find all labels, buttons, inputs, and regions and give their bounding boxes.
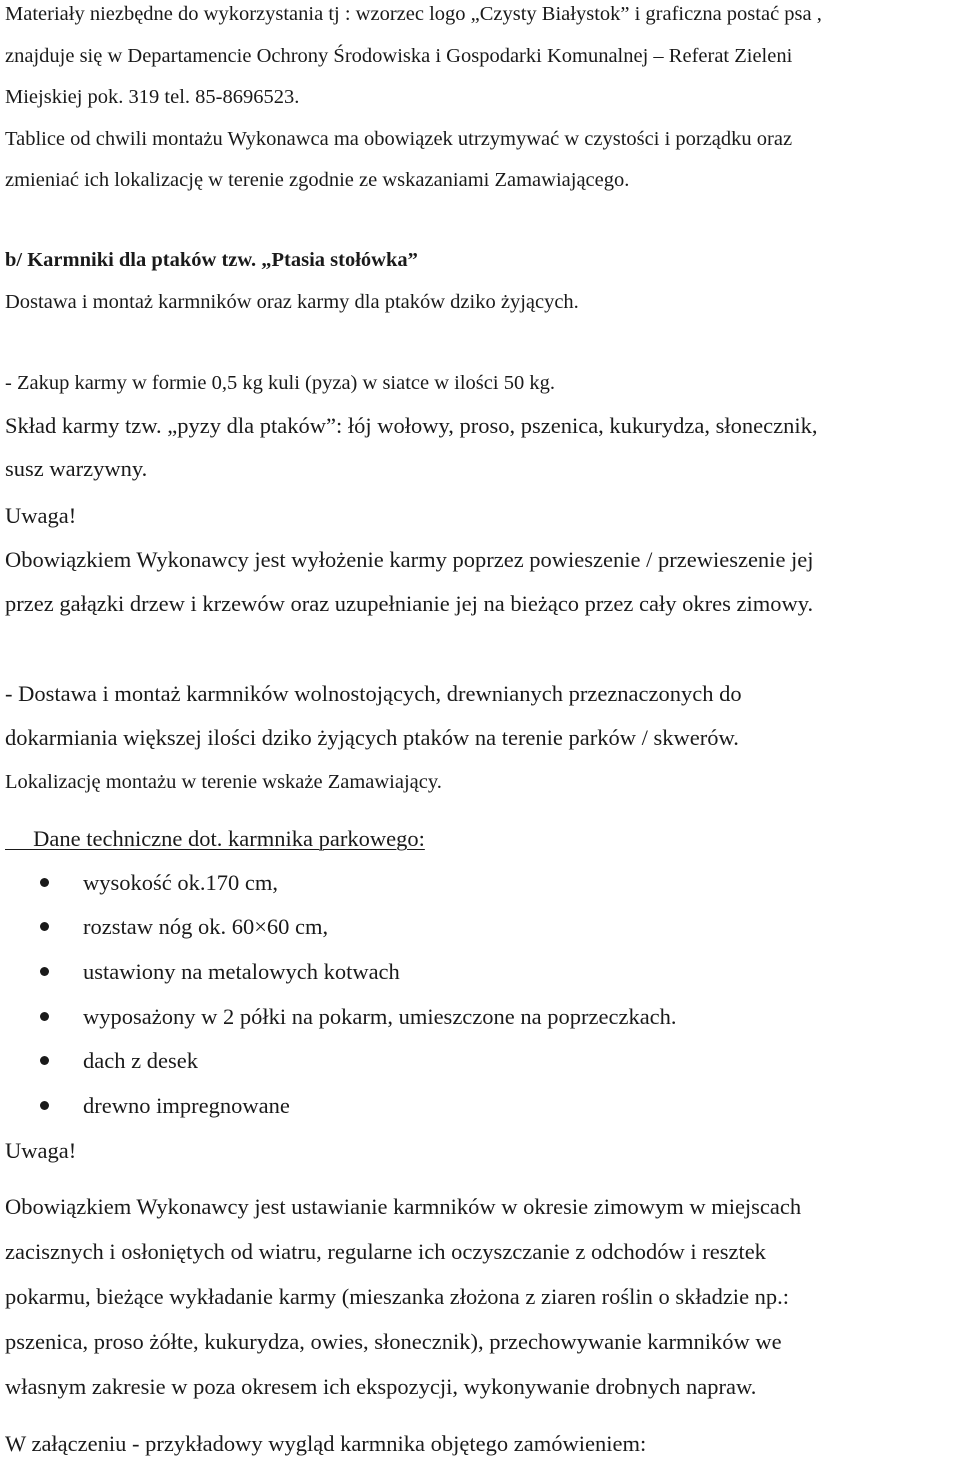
bullet-icon — [40, 922, 49, 931]
paragraph-line: Dostawa i montaż karmników oraz karmy dla ptaków dziko żyjących. — [5, 291, 579, 313]
paragraph-line: pokarmu, bieżące wykładanie karmy (mieszanka złożona z ziaren roślin o składzie np.: — [5, 1284, 790, 1309]
paragraph-line: Obowiązkiem Wykonawcy jest wyłożenie karmy poprzez powieszenie / przewieszenie jej — [5, 547, 814, 572]
paragraph-line: Materiały niezbędne do wykorzystania tj : wzorzec logo „Czysty Białystok” i graficzna postać psa , — [5, 3, 822, 25]
paragraph-line: Skład karmy tzw. „pyzy dla ptaków”: łój wołowy, proso, pszenica, kukurydza, słonecznik, — [5, 413, 818, 438]
paragraph-line: zacisznych i osłoniętych od wiatru, regularne ich oczyszczanie z odchodów i resztek — [5, 1239, 766, 1264]
note-label: Uwaga! — [5, 503, 77, 528]
paragraph-line: - Dostawa i montaż karmników wolnostojących, drewnianych przeznaczonych do — [5, 681, 742, 706]
paragraph-line: - Zakup karmy w formie 0,5 kg kuli (pyza) w siatce w ilości 50 kg. — [5, 372, 555, 394]
paragraph-line: dokarmiania większej ilości dziko żyjących ptaków na terenie parków / skwerów. — [5, 725, 739, 750]
bullet-icon — [40, 967, 49, 976]
paragraph-line: Lokalizację montażu w terenie wskaże Zamawiający. — [5, 771, 442, 793]
bullet-icon — [40, 878, 49, 887]
paragraph-line: pszenica, proso żółte, kukurydza, owies, słonecznik), przechowywanie karmników we — [5, 1329, 782, 1354]
bullet-icon — [40, 1012, 49, 1021]
paragraph-line: własnym zakresie w poza okresem ich ekspozycji, wykonywanie drobnych napraw. — [5, 1374, 757, 1399]
paragraph-line: Obowiązkiem Wykonawcy jest ustawianie karmników w okresie zimowym w miejscach — [5, 1194, 802, 1219]
attachment-note: W załączeniu - przykładowy wygląd karmnika objętego zamówieniem: — [5, 1431, 647, 1456]
bullet-icon — [40, 1056, 49, 1065]
list-item: wysokość ok.170 cm, — [40, 872, 278, 895]
paragraph-line: Tablice od chwili montażu Wykonawca ma obowiązek utrzymywać w czystości i porządku oraz — [5, 128, 793, 150]
paragraph-line: przez gałązki drzew i krzewów oraz uzupełnianie jej na bieżąco przez cały okres zimowy. — [5, 591, 814, 616]
list-item: ustawiony na metalowych kotwach — [40, 961, 400, 984]
paragraph-line: zmieniać ich lokalizację w terenie zgodnie ze wskazaniami Zamawiającego. — [5, 169, 630, 191]
list-item: drewno impregnowane — [40, 1095, 290, 1118]
paragraph-line: znajduje się w Departamencie Ochrony Środowiska i Gospodarki Komunalnej – Referat Zieleni — [5, 45, 793, 67]
tech-heading: Dane techniczne dot. karmnika parkowego: — [5, 826, 425, 851]
bullet-icon — [40, 1101, 49, 1110]
paragraph-line: susz warzywny. — [5, 456, 148, 481]
list-item: wyposażony w 2 półki na pokarm, umieszczone na poprzeczkach. — [40, 1006, 677, 1029]
note-label: Uwaga! — [5, 1138, 77, 1163]
section-heading: b/ Karmniki dla ptaków tzw. „Ptasia stołówka” — [5, 249, 418, 271]
list-item: dach z desek — [40, 1050, 198, 1073]
list-item: rozstaw nóg ok. 60×60 cm, — [40, 916, 328, 939]
paragraph-line: Miejskiej pok. 319 tel. 85-8696523. — [5, 86, 300, 108]
